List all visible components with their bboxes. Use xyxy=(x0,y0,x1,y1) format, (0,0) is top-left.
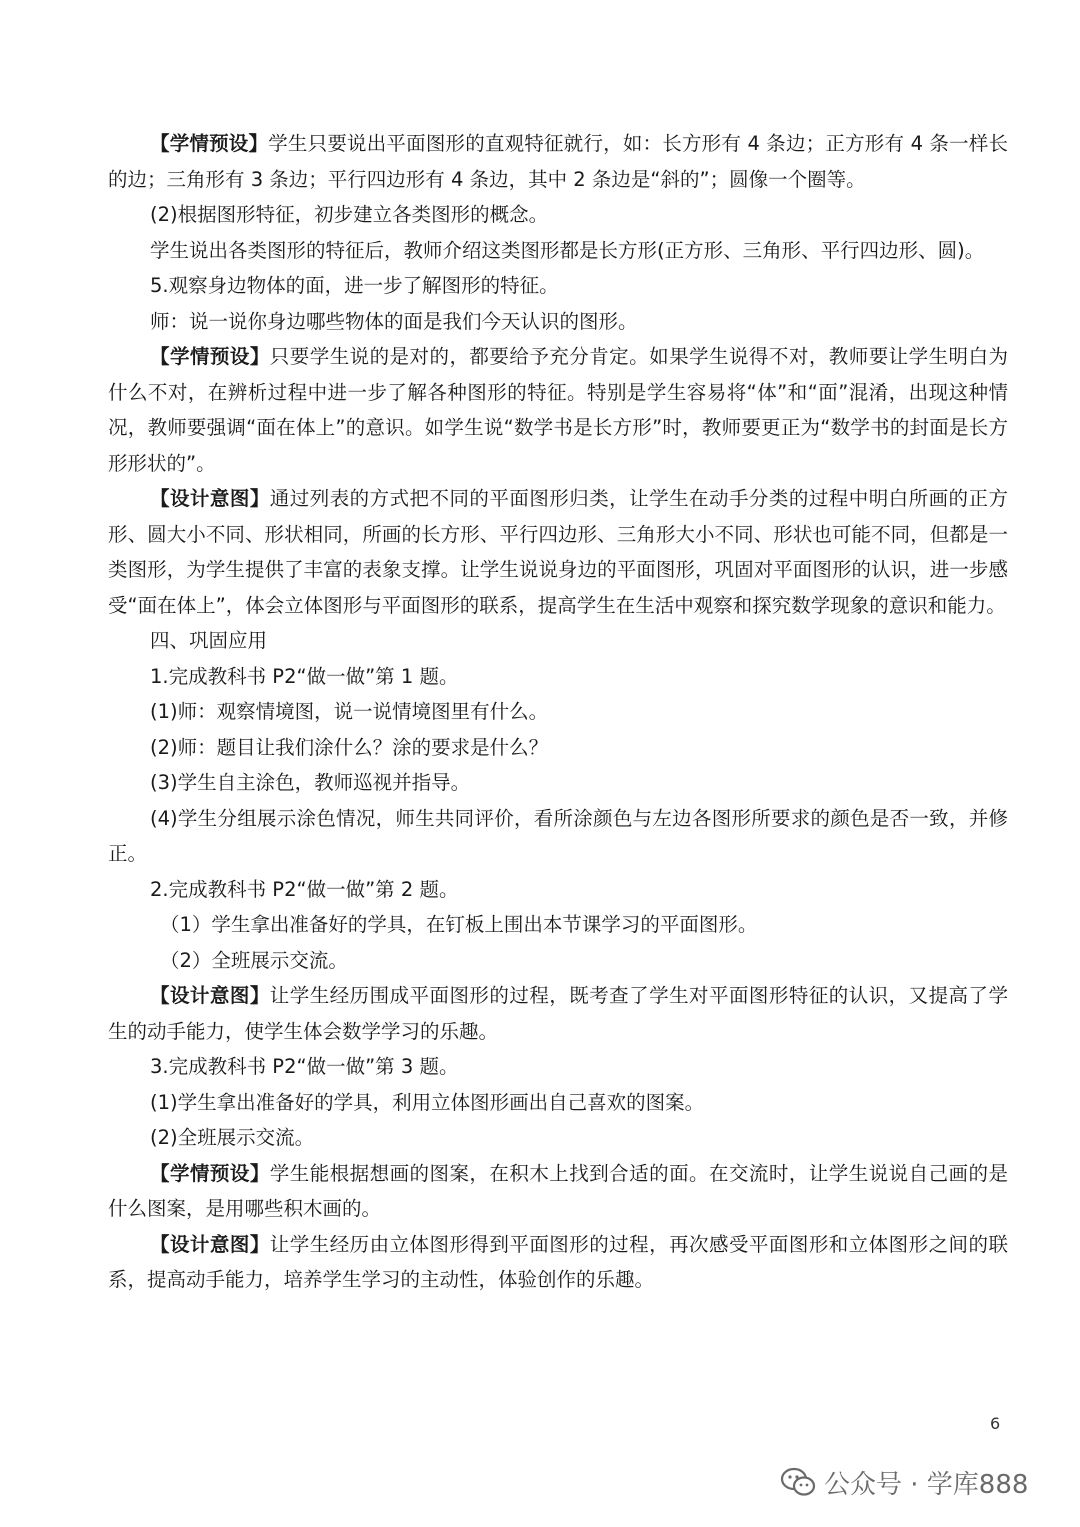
paragraph xyxy=(108,1156,1008,1227)
paragraph-text: 3.完成教科书 P2“做一做”第 3 题。 xyxy=(150,1055,459,1078)
paragraph-text: (1)师：观察情境图，说一说情境图里有什么。 xyxy=(150,700,549,723)
page-number: 6 xyxy=(990,1414,1001,1433)
paragraph xyxy=(108,801,1008,872)
paragraph-label: 【学情预设】 xyxy=(150,132,269,155)
paragraph-text: 师：说一说你身边哪些物体的面是我们今天认识的图形。 xyxy=(150,309,638,333)
paragraph xyxy=(108,943,1008,979)
paragraph-text: 2.完成教科书 P2“做一做”第 2 题。 xyxy=(150,877,459,901)
paragraph xyxy=(108,659,1008,695)
paragraph xyxy=(108,694,1008,730)
paragraph-text: (2)师：题目让我们涂什么？涂的要求是什么？ xyxy=(150,735,549,759)
paragraph-text: 学生只要说出平面图形的直观特征就行，如：长方形有 4 条边；正方形有 4 条一样长的边；三角形有 3 条边；平行四边形有 4 条边，其中 2 条边是“斜的”；圆像一个圈等。 xyxy=(108,132,1008,191)
paragraph xyxy=(108,907,1008,943)
paragraph xyxy=(108,197,1008,233)
paragraph-text: 5.观察身边物体的面，进一步了解图形的特征。 xyxy=(150,274,559,297)
paragraph xyxy=(108,304,1008,340)
paragraph-text: 四、巩固应用 xyxy=(150,629,268,652)
paragraph-label: 【设计意图】 xyxy=(150,1232,270,1256)
paragraph-text: (4)学生分组展示涂色情况，师生共同评价，看所涂颜色与左边各图形所要求的颜色是否一致，并修正。 xyxy=(108,806,1008,865)
document-body xyxy=(108,126,1008,1298)
paragraph xyxy=(108,765,1008,801)
paragraph-text: 通过列表的方式把不同的平面图形归类，让学生在动手分类的过程中明白所画的正方形、圆大小不同、形状相同，所画的长方形、平行四边形、三角形大小不同、形状也可能不同，但都是一类图形，为学生提供了丰富的表象支撑。让学生说说身边的平面图形，巩固对平面图形的认识，进一步感受“面在体上”，体会立体图形与平面图形的联系，提高学生在生活中观察和探究数学现象的意识和能力。 xyxy=(108,487,1008,617)
paragraph-label: 【设计意图】 xyxy=(150,984,270,1007)
paragraph-text: 让学生经历由立体图形得到平面图形的过程，再次感受平面图形和立体图形之间的联系，提高动手能力，培养学生学习的主动性，体验创作的乐趣。 xyxy=(108,1232,1008,1291)
paragraph-text: 学生说出各类图形的特征后，教师介绍这类图形都是长方形(正方形、三角形、平行四边形、圆)。 xyxy=(150,238,985,262)
paragraph-label: 【学情预设】 xyxy=(150,345,270,368)
paragraph-label: 【学情预设】 xyxy=(150,1161,270,1185)
paragraph xyxy=(108,1049,1008,1085)
section-heading xyxy=(108,623,1008,659)
paragraph xyxy=(108,1227,1008,1298)
paragraph-text: (3)学生自主涂色，教师巡视并指导。 xyxy=(150,771,471,794)
paragraph-text: 1.完成教科书 P2“做一做”第 1 题。 xyxy=(150,664,459,688)
paragraph xyxy=(108,233,1008,269)
paragraph xyxy=(108,268,1008,304)
paragraph-text: 让学生经历围成平面图形的过程，既考查了学生对平面图形特征的认识，又提高了学生的动手能力，使学生体会数学学习的乐趣。 xyxy=(108,984,1008,1043)
paragraph-text: 只要学生说的是对的，都要给予充分肯定。如果学生说得不对，教师要让学生明白为什么不对，在辨析过程中进一步了解各种图形的特征。特别是学生容易将“体”和“面”混淆，出现这种情况，教师要强调“面在体上”的意识。如学生说“数学书是长方形”时，教师要更正为“数学书的封面是长方形形状的”。 xyxy=(108,345,1008,475)
watermark-text: 公众号 · 学库888 xyxy=(824,1469,1029,1500)
wechat-icon xyxy=(780,1467,816,1497)
paragraph xyxy=(108,126,1008,197)
paragraph-label: 【设计意图】 xyxy=(150,487,270,510)
watermark xyxy=(780,1460,1028,1504)
paragraph-text: (2)根据图形特征，初步建立各类图形的概念。 xyxy=(150,203,549,226)
paragraph-text: (2)全班展示交流。 xyxy=(150,1126,315,1149)
paragraph xyxy=(108,339,1008,481)
paragraph-text: （2）全班展示交流。 xyxy=(160,948,348,972)
paragraph-text: 学生能根据想画的图案，在积木上找到合适的面。在交流时，让学生说说自己画的是什么图案，是用哪些积木画的。 xyxy=(108,1161,1008,1220)
paragraph xyxy=(108,872,1008,908)
paragraph xyxy=(108,481,1008,623)
paragraph xyxy=(108,978,1008,1049)
paragraph-text: （1）学生拿出准备好的学具，在钉板上围出本节课学习的平面图形。 xyxy=(160,913,758,936)
paragraph xyxy=(108,730,1008,766)
paragraph-text: (1)学生拿出准备好的学具，利用立体图形画出自己喜欢的图案。 xyxy=(150,1090,705,1114)
paragraph xyxy=(108,1085,1008,1121)
paragraph xyxy=(108,1120,1008,1156)
